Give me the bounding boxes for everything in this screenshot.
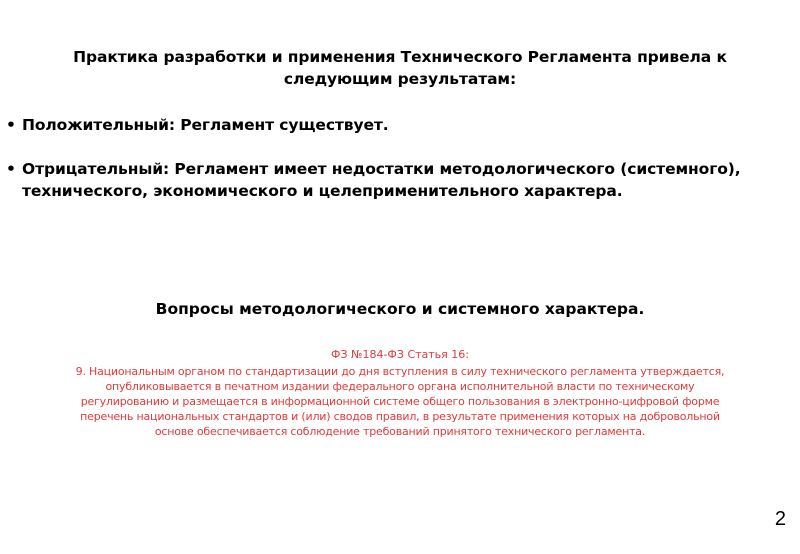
bullet-marker: • xyxy=(6,160,16,178)
page-number: 2 xyxy=(774,508,786,530)
list-item-text: Отрицательный: Регламент имеет недостатки методологического (системного), технического, экономического и целеприменительного характера. xyxy=(22,160,741,200)
law-reference: ФЗ №184-ФЗ Статья 16: xyxy=(331,348,469,361)
list-item-negative xyxy=(6,158,796,202)
bullet-marker: • xyxy=(6,116,16,134)
slide-heading: Практика разработки и применения Технического Регламента привела к следующим результатам: xyxy=(73,48,727,88)
results-list xyxy=(6,114,796,224)
section-subheading: Вопросы методологического и системного характера. xyxy=(155,300,645,318)
list-item-text: Положительный: Регламент существует. xyxy=(22,116,389,134)
law-text: 9. Национальным органом по стандартизации до дня вступления в силу технического регламента утверждается, опубликовывается в печатном издании федерального органа исполнительной власти по техническому регулированию и размещается в информационной системе общего пользования в электронно-цифровой форме перечень национальных стандартов и (или) сводов правил, в результате применения которых на добровольной основе обеспечивается соблюдение требований принятого технического регламента. xyxy=(75,365,725,438)
list-item-positive xyxy=(6,114,796,136)
